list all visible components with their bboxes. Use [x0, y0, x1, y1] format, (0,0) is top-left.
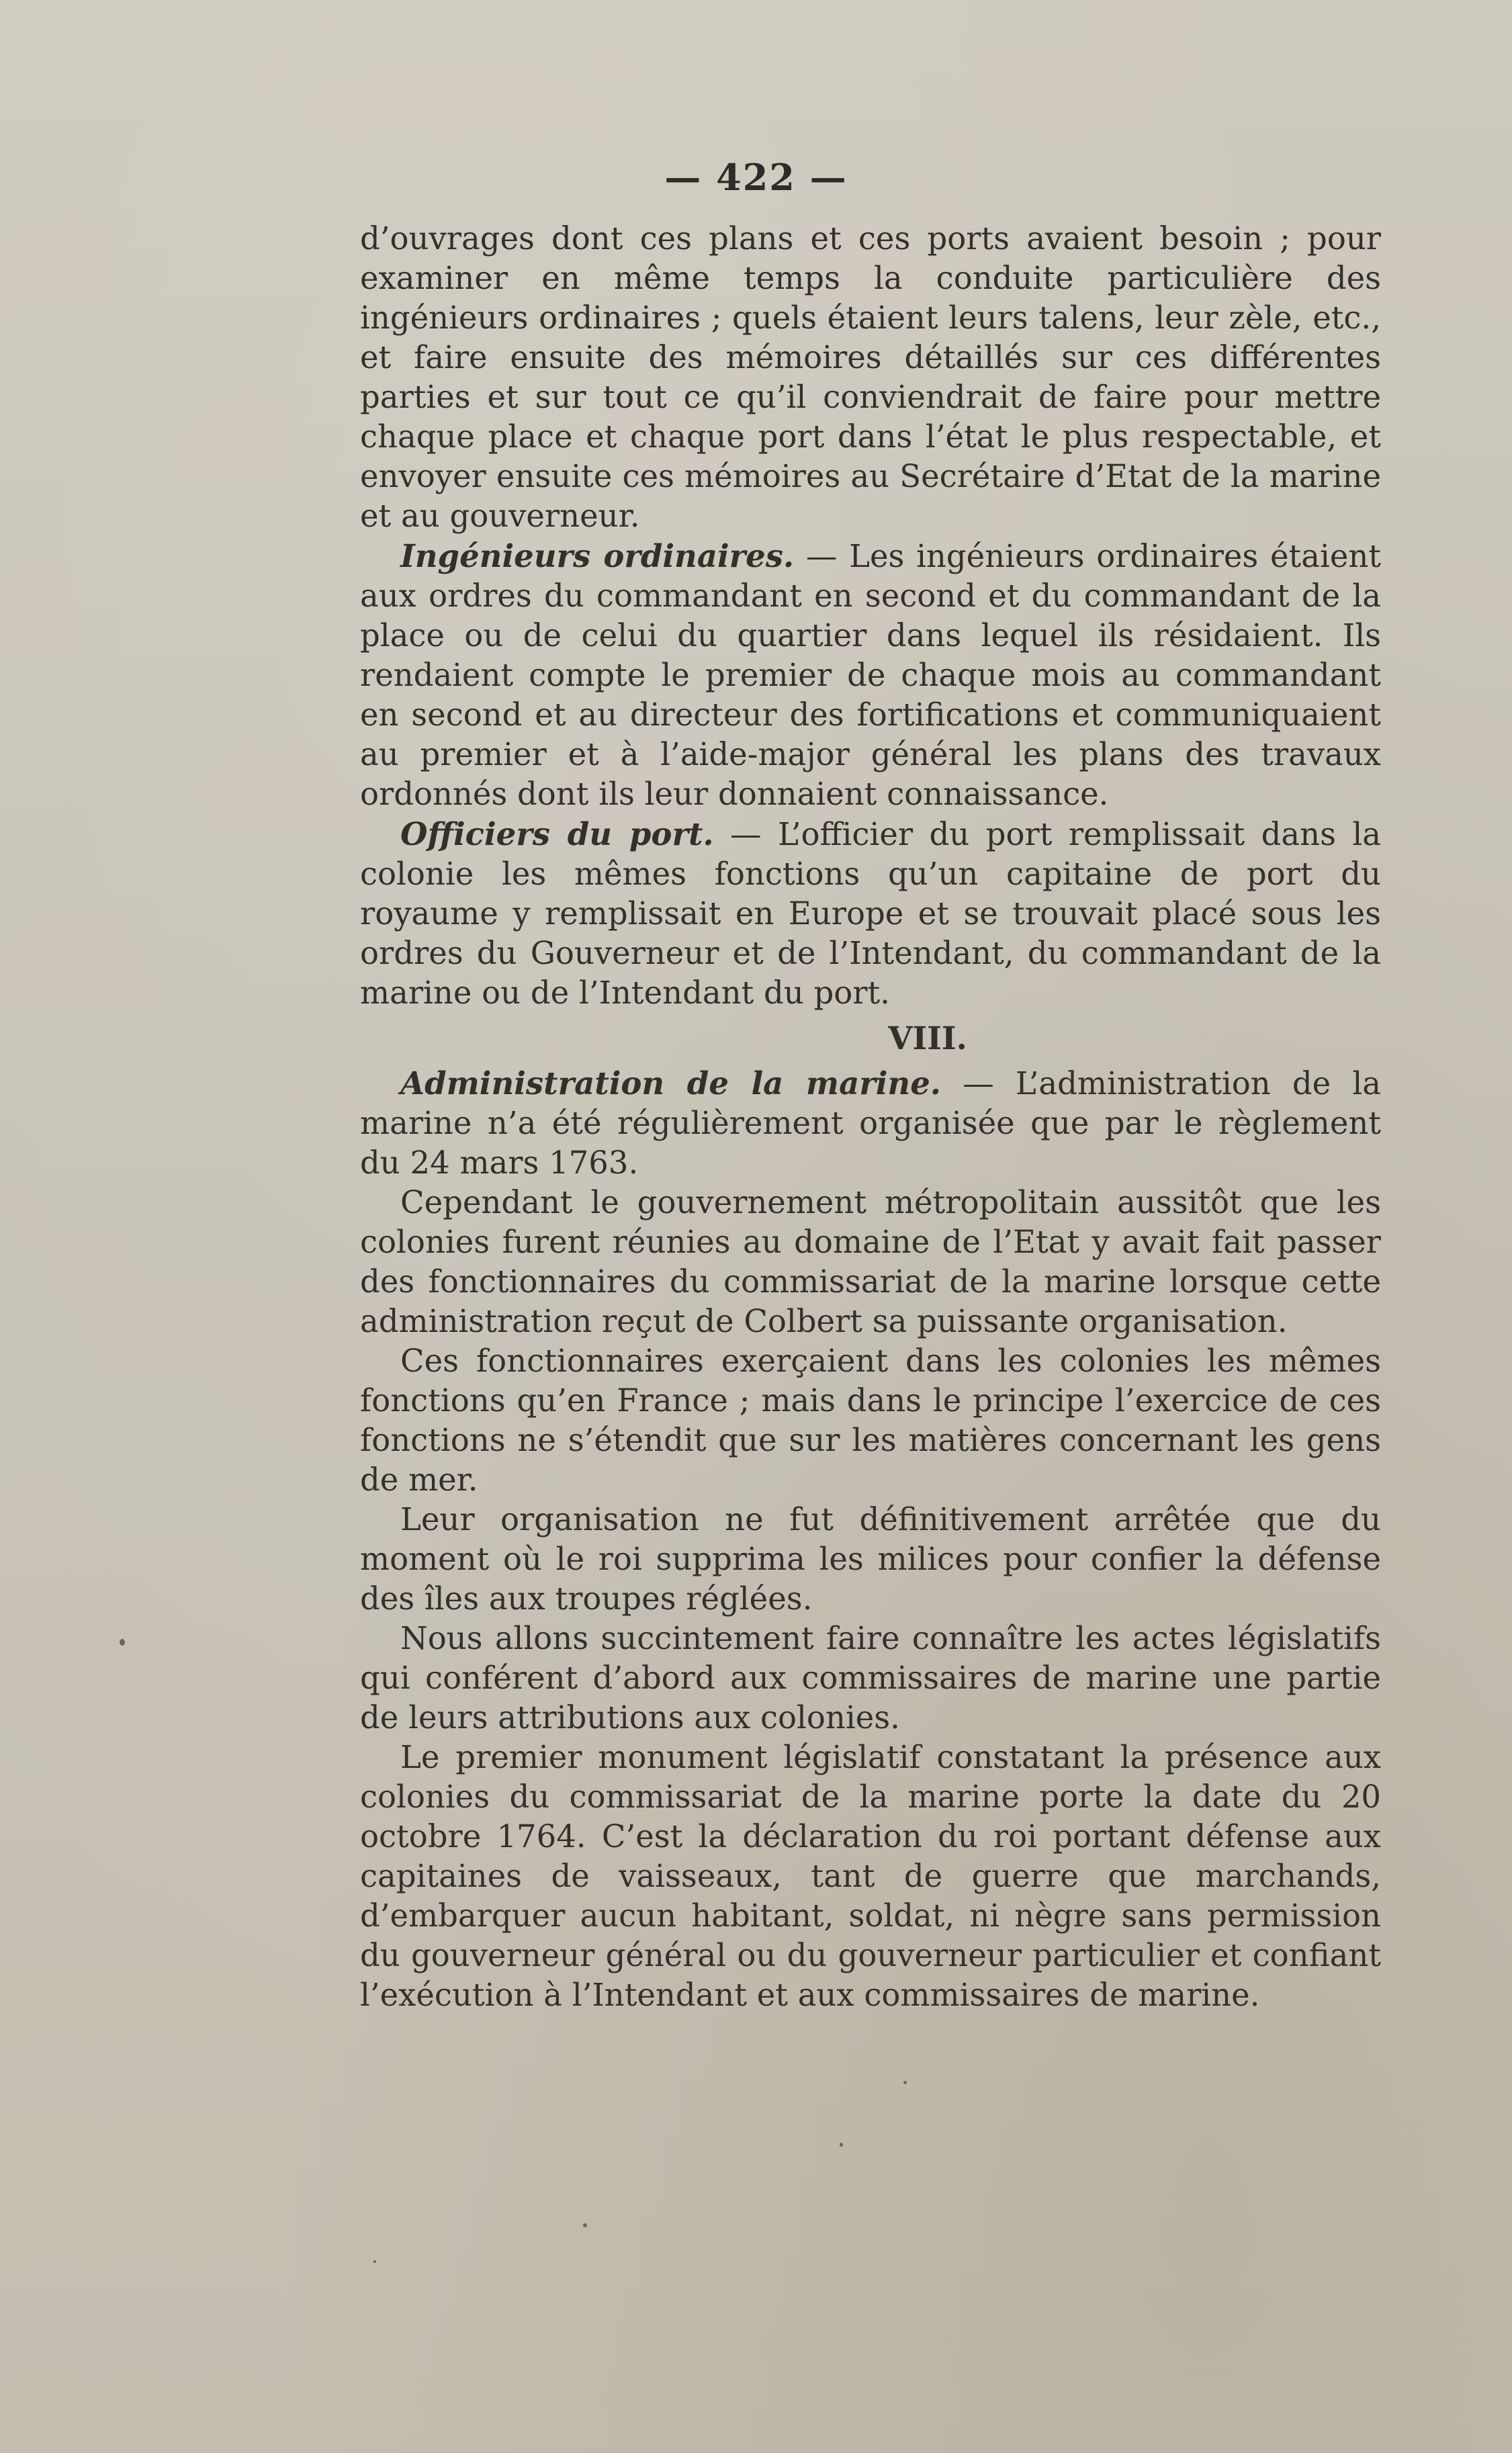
- paragraph-8-text: Nous allons succintement faire connaître les actes législatifs qui conférent d’abord aux commissaires de marine une partie de leurs attributions aux colonies.: [360, 1620, 1381, 1736]
- paragraph-4-lead: Administration de la marine.: [400, 1065, 941, 1102]
- paragraph-actes-legislatifs: [360, 1619, 1381, 1738]
- paragraph-9-text: Le premier monument législatif constatant la présence aux colonies du commissariat de la marine porte la date du 20 octobre 1764. C’est la déclaration du roi portant défense aux capitaines de vaisseaux, tant de guerre que marchands, d’embarquer aucun habitant, soldat, ni nègre sans permission du gouverneur général ou du gouverneur particulier et confiant l’exécution à l’Intendant et aux commissaires de marine.: [360, 1739, 1381, 2013]
- paragraph-administration-marine: [360, 1063, 1381, 1183]
- paragraph-4-text: — L’administration de la marine n’a été régulièrement organisée que par le règlement du 24 mars 1763.: [360, 1065, 1381, 1181]
- paragraph-1-text: d’ouvrages dont ces plans et ces ports avaient besoin ; pour examiner en même temps la conduite particulière des ingénieurs ordinaires ; quels étaient leurs talens, leur zèle, etc., et faire ensuite des mémoires détaillés sur ces différentes parties et sur tout ce qu’il conviendrait de faire pour mettre chaque place et chaque port dans l’état le plus respectable, et envoyer ensuite ces mémoires au Secrétaire d’Etat de la marine et au gouverneur.: [360, 220, 1381, 534]
- paragraph-ingenieurs-ordinaires: [360, 536, 1381, 814]
- paragraph-1: [360, 219, 1381, 536]
- paragraph-3-text: — L’officier du port remplissait dans la colonie les mêmes fonctions qu’un capitaine de port du royaume y remplissait en Europe et se trouvait placé sous les ordres du Gouverneur et de l’Intendant, du commandant de la marine ou de l’Intendant du port.: [360, 816, 1381, 1011]
- paragraph-6-text: Ces fonctionnaires exerçaient dans les colonies les mêmes fonctions qu’en France ; mais dans le principe l’exercice de ces fonctions ne s’étendit que sur les matières concernant les gens de mer.: [360, 1343, 1381, 1498]
- page-number: — 422 —: [664, 156, 848, 199]
- paragraph-2-text: — Les ingénieurs ordinaires étaient aux ordres du commandant en second et du commandant de la place ou de celui du quartier dans lequel ils résidaient. Ils rendaient compte le premier de chaque mois au commandant en second et au directeur des fortifications et communiquaient au premier et à l’aide-major général les plans des travaux ordonnés dont ils leur donnaient connaissance.: [360, 538, 1381, 812]
- paragraph-premier-monument: [360, 1738, 1381, 2015]
- paper-speck: [903, 2081, 907, 2084]
- paragraph-cependant: [360, 1183, 1381, 1341]
- paragraph-officiers-du-port: [360, 814, 1381, 1013]
- paragraph-fonctionnaires: [360, 1341, 1381, 1500]
- paragraph-3-lead: Officiers du port.: [400, 815, 714, 852]
- section-heading: VIII.: [888, 1020, 967, 1057]
- paragraph-organisation: [360, 1500, 1381, 1619]
- paper-speck: [120, 1639, 125, 1646]
- paragraph-2-lead: Ingénieurs ordinaires.: [400, 537, 795, 574]
- paragraph-7-text: Leur organisation ne fut définitivement arrêtée que du moment où le roi supprima les milices pour confier la défense des îles aux troupes réglées.: [360, 1501, 1381, 1617]
- body-text: [360, 219, 1381, 2015]
- paragraph-5-text: Cependant le gouvernement métropolitain aussitôt que les colonies furent réunies au domaine de l’Etat y avait fait passer des fonctionnaires du commissariat de la marine lorsque cette administration reçut de Colbert sa puissante organisation.: [360, 1184, 1381, 1339]
- paper-speck: [840, 2143, 843, 2147]
- paper-speck: [373, 2260, 376, 2263]
- paper-speck: [583, 2223, 587, 2227]
